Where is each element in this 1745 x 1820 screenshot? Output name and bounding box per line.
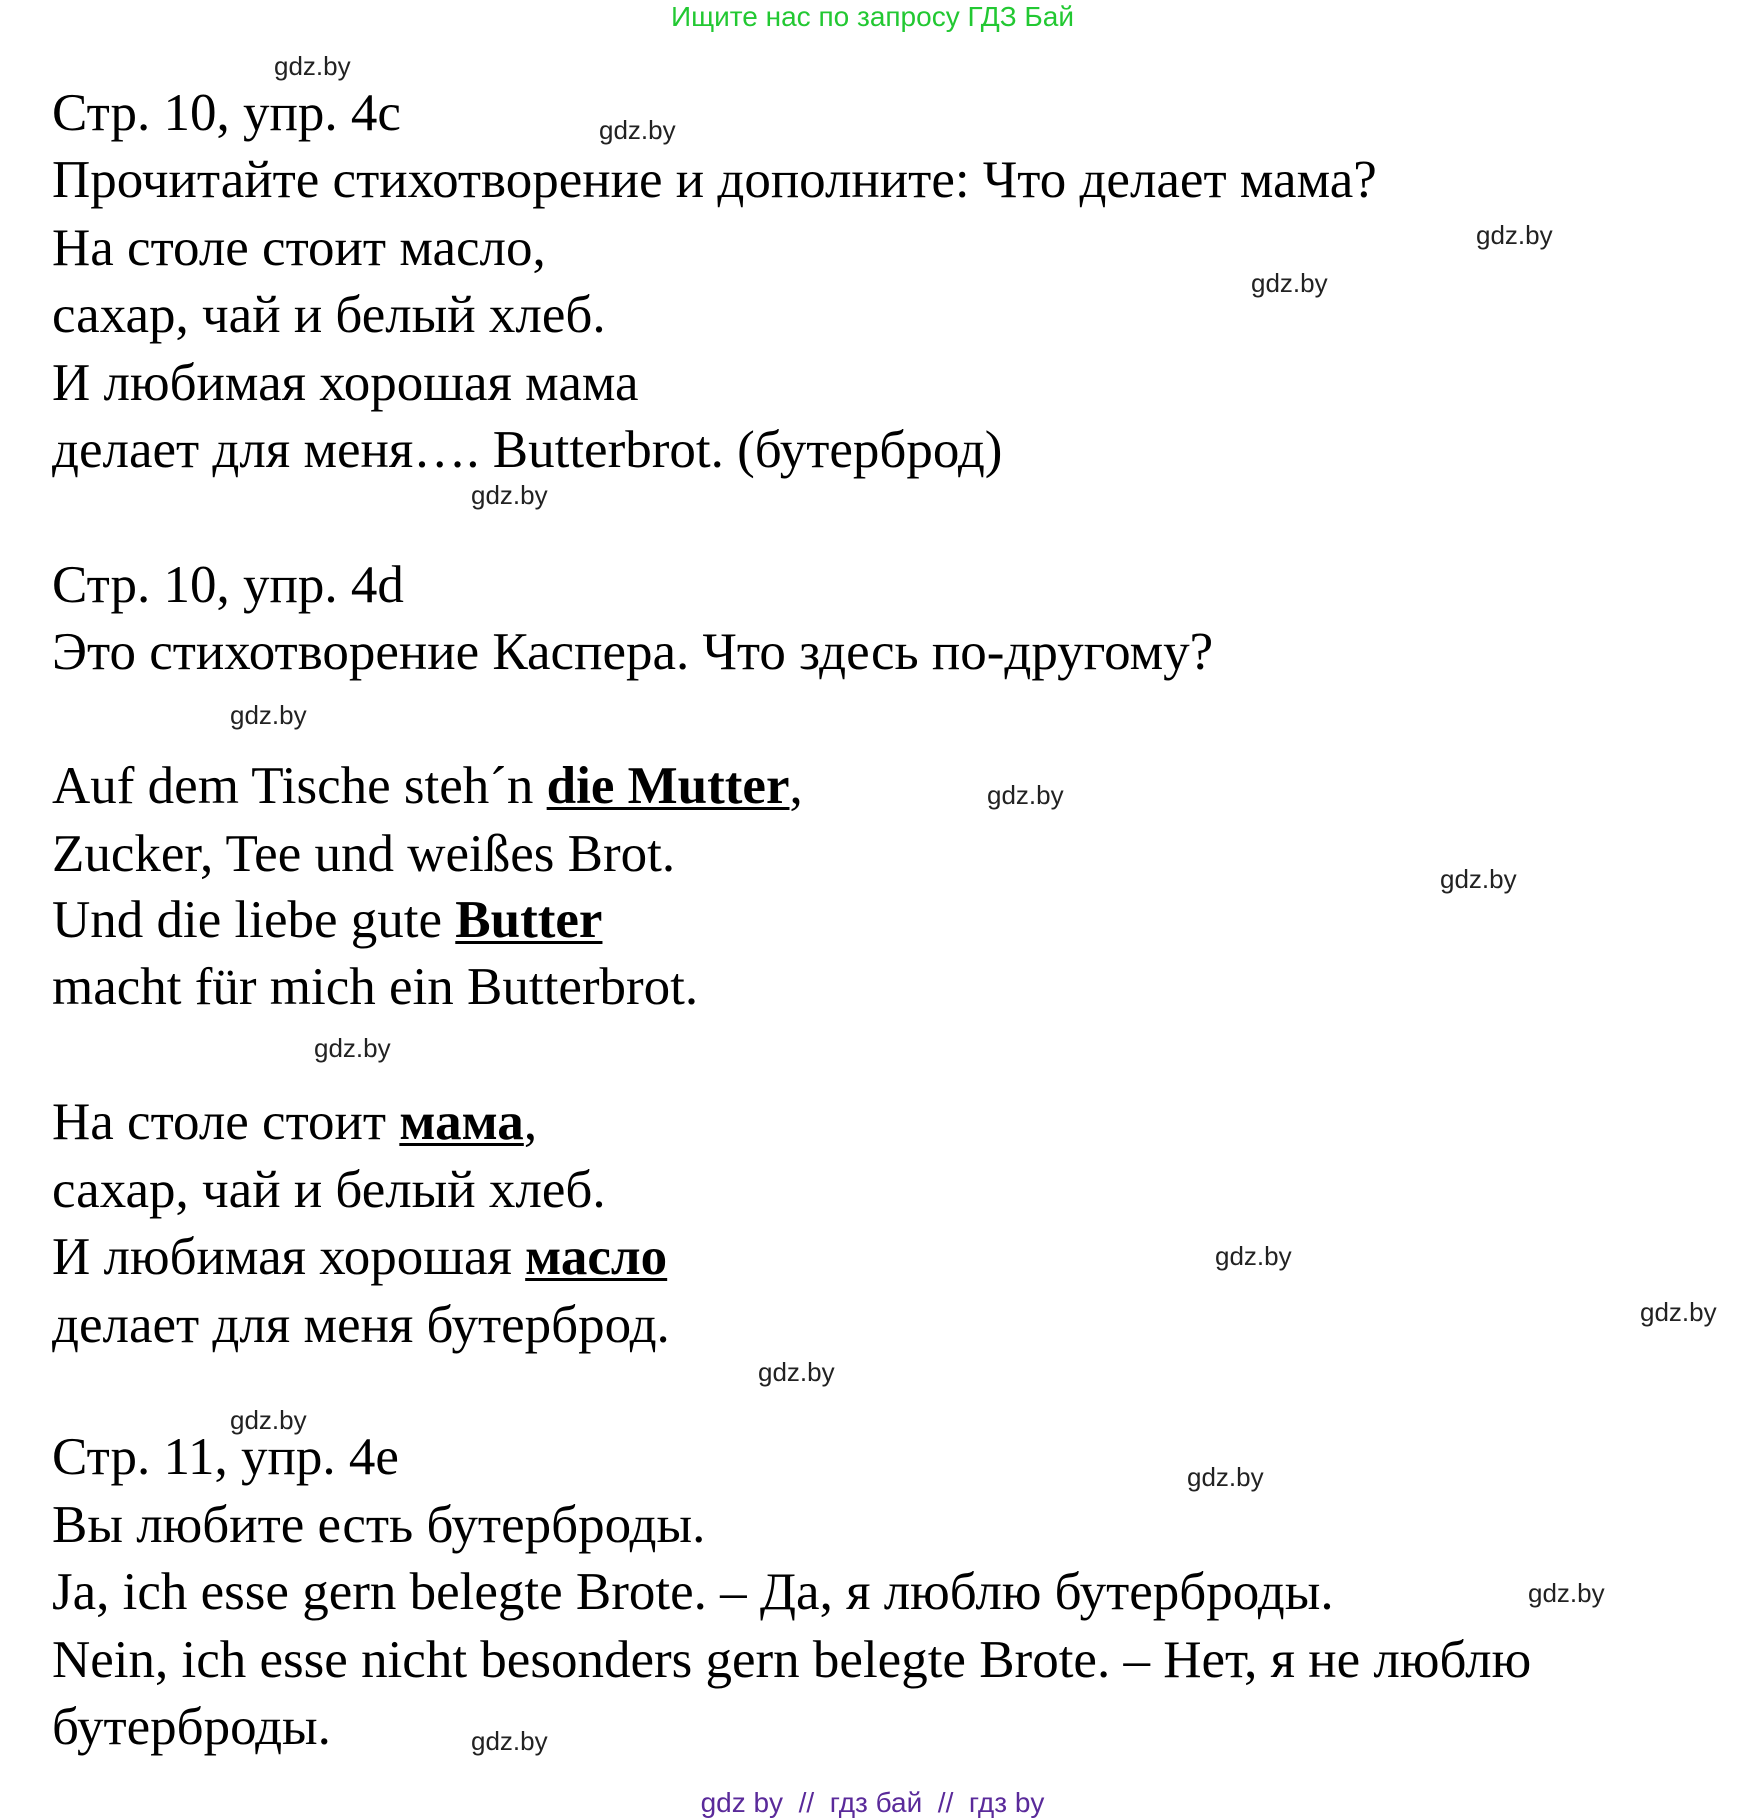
watermark: gdz.by xyxy=(230,1405,307,1435)
watermark: gdz.by xyxy=(471,1726,548,1756)
poem-line: macht für mich ein Butterbrot. xyxy=(52,958,699,1016)
answer-line: Ja, ich esse gern belegte Brote. – Да, я люблю бутерброды. xyxy=(52,1563,1334,1621)
text: На столе стоит xyxy=(52,1093,400,1151)
answer-line: бутерброды. xyxy=(52,1698,331,1756)
section-title: Стр. 10, упр. 4d xyxy=(52,556,404,614)
poem-line xyxy=(52,890,602,950)
watermark: gdz.by xyxy=(230,700,307,730)
highlight: масло xyxy=(525,1228,668,1286)
text: И любимая хорошая xyxy=(52,1228,526,1286)
watermark: gdz.by xyxy=(1251,268,1328,298)
watermark: gdz.by xyxy=(471,480,548,510)
footer-links: gdz by // гдз бай // гдз by xyxy=(700,1787,1045,1818)
text: Auf dem Tische steh´n xyxy=(52,757,547,815)
poem-line xyxy=(52,1092,537,1152)
watermark: gdz.by xyxy=(758,1357,835,1387)
highlight: мама xyxy=(399,1093,524,1151)
highlight: Butter xyxy=(455,891,603,949)
answer-line: Nein, ich esse nicht besonders gern belegte Brote. – Нет, я не люблю xyxy=(52,1631,1532,1689)
watermark: gdz.by xyxy=(1440,864,1517,894)
watermark: gdz.by xyxy=(1187,1462,1264,1492)
text: , xyxy=(523,1093,538,1151)
watermark: gdz.by xyxy=(314,1033,391,1063)
poem-line xyxy=(52,756,803,816)
text: Und die liebe gute xyxy=(52,891,456,949)
poem-line xyxy=(52,1227,667,1287)
watermark: gdz.by xyxy=(1528,1578,1605,1608)
task-text: Это стихотворение Каспера. Что здесь по-другому? xyxy=(52,623,1214,681)
poem-line: делает для меня бутерброд. xyxy=(52,1296,670,1354)
poem-line: сахар, чай и белый хлеб. xyxy=(52,1161,606,1219)
watermark: gdz.by xyxy=(274,51,351,81)
header-banner: Ищите нас по запросу ГДЗ Бай xyxy=(670,1,1075,32)
watermark: gdz.by xyxy=(599,115,676,145)
watermark: gdz.by xyxy=(987,780,1064,810)
watermark: gdz.by xyxy=(1640,1297,1717,1327)
text: , xyxy=(789,757,803,815)
poem-line: сахар, чай и белый хлеб. xyxy=(52,286,606,344)
highlight: die Mutter xyxy=(546,757,790,815)
task-text: Прочитайте стихотворение и дополните: Что делает мама? xyxy=(52,151,1377,209)
watermark: gdz.by xyxy=(1476,220,1553,250)
poem-line: И любимая хорошая мама xyxy=(52,354,639,412)
poem-line: делает для меня…. Butterbrot. (бутерброд) xyxy=(52,421,1003,479)
watermark: gdz.by xyxy=(1215,1241,1292,1271)
question-text: Вы любите есть бутерброды. xyxy=(52,1496,706,1554)
section-title: Стр. 11, упр. 4e xyxy=(52,1428,399,1486)
poem-line: На столе стоит масло, xyxy=(52,219,546,277)
section-title: Стр. 10, упр. 4c xyxy=(52,84,401,142)
poem-line: Zucker, Tee und weißes Brot. xyxy=(52,825,676,883)
